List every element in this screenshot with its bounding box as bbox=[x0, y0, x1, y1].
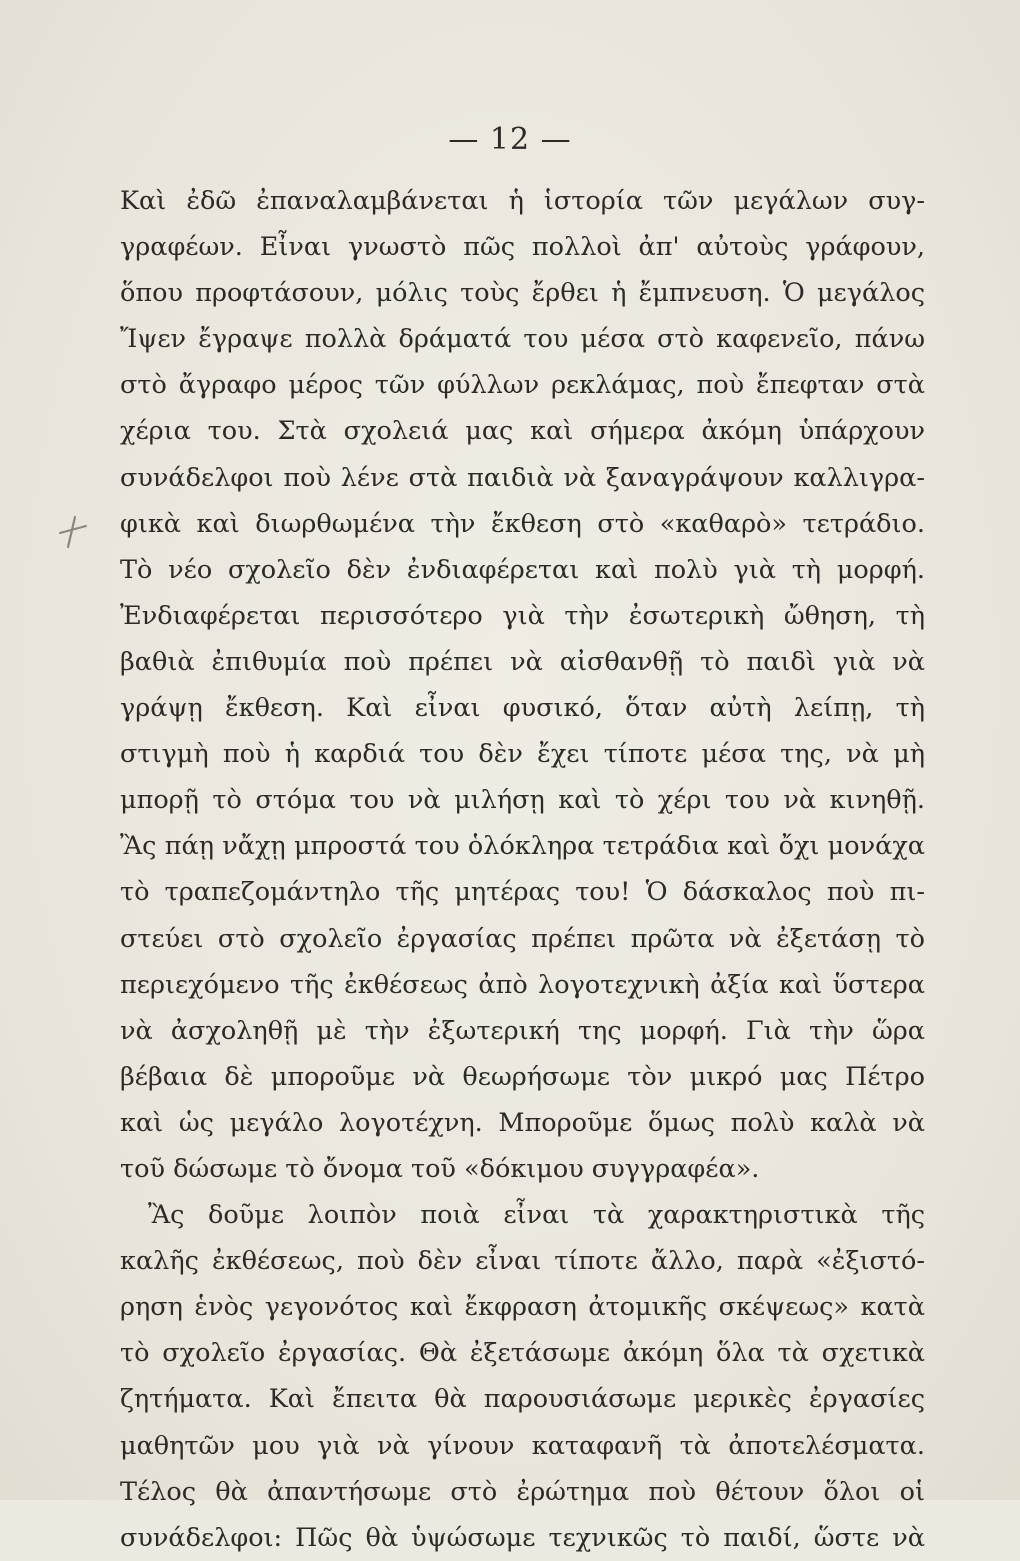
text-line: ὅπου προφτάσουν, μόλις τοὺς ἔρθει ἡ ἔμπνευση. Ὁ μεγάλος bbox=[120, 278, 925, 309]
text-line: τοῦ δώσωμε τὸ ὄνομα τοῦ «δόκιμου συγγραφέα». bbox=[120, 1153, 760, 1184]
text-line: Καὶ ἐδῶ ἐπαναλαμβάνεται ἡ ἱστορία τῶν μεγάλων συγ- bbox=[120, 186, 925, 216]
text-line: συνάδελφοι ποὺ λένε στὰ παιδιὰ νὰ ξαναγράψουν καλλιγρα- bbox=[120, 462, 925, 493]
text-line: στιγμὴ ποὺ ἡ καρδιά του δὲν ἔχει τίποτε μέσα της, νὰ μὴ bbox=[120, 739, 925, 770]
page-number: — 12 — bbox=[448, 122, 572, 157]
text-line: ρηση ἑνὸς γεγονότος καὶ ἔκφραση ἀτομικῆς σκέψεως» κατὰ bbox=[120, 1292, 925, 1323]
text-line: τὸ σχολεῖο ἐργασίας. Θὰ ἐξετάσωμε ἀκόμη ὅλα τὰ σχετικὰ bbox=[120, 1338, 925, 1369]
text-line: βαθιὰ ἐπιθυμία ποὺ πρέπει νὰ αἰσθανθῇ τὸ παιδὶ γιὰ νὰ bbox=[120, 646, 925, 677]
text-line: καὶ ὡς μεγάλο λογοτέχνη. Μποροῦμε ὅμως πολὺ καλὰ νὰ bbox=[120, 1107, 925, 1138]
text-line: γράψῃ ἔκθεση. Καὶ εἶναι φυσικό, ὅταν αὐτὴ λείπῃ, τὴ bbox=[120, 693, 925, 724]
text-line: Ἂς δοῦμε λοιπὸν ποιὰ εἶναι τὰ χαρακτηριστικὰ τῆς bbox=[148, 1200, 925, 1231]
text-line: Τὸ νέο σχολεῖο δὲν ἐνδιαφέρεται καὶ πολὺ γιὰ τὴ μορφή. bbox=[120, 554, 925, 585]
text-line: Ἴψεν ἔγραψε πολλὰ δράματά του μέσα στὸ καφενεῖο, πάνω bbox=[120, 324, 925, 355]
pencil-cross-mark bbox=[55, 513, 91, 549]
text-line: Ἂς πάῃ νἄχῃ μπροστά του ὁλόκληρα τετράδια καὶ ὄχι μονάχα bbox=[120, 831, 925, 862]
text-line: τὸ τραπεζομάντηλο τῆς μητέρας του! Ὁ δάσκαλος ποὺ πι- bbox=[120, 877, 925, 908]
text-line: γραφέων. Εἶναι γνωστὸ πῶς πολλοὶ ἀπ' αὐτοὺς γράφουν, bbox=[120, 232, 925, 263]
text-line: Τέλος θὰ ἀπαντήσωμε στὸ ἐρώτημα ποὺ θέτουν ὅλοι οἱ bbox=[120, 1476, 925, 1507]
text-line: χέρια του. Στὰ σχολειά μας καὶ σήμερα ἀκόμη ὑπάρχουν bbox=[120, 416, 925, 447]
text-line: μαθητῶν μου γιὰ νὰ γίνουν καταφανῆ τὰ ἀποτελέσματα. bbox=[120, 1430, 925, 1461]
text-line: στὸ ἄγραφο μέρος τῶν φύλλων ρεκλάμας, ποὺ ἔπεφταν στὰ bbox=[120, 370, 925, 401]
text-line: νὰ ἀσχοληθῇ μὲ τὴν ἐξωτερική της μορφή. Γιὰ τὴν ὥρα bbox=[120, 1015, 925, 1046]
text-line: μπορῇ τὸ στόμα του νὰ μιλήσῃ καὶ τὸ χέρι του νὰ κινηθῇ. bbox=[120, 785, 925, 816]
text-line: φικὰ καὶ διωρθωμένα τὴν ἔκθεση στὸ «καθαρὸ» τετράδιο. bbox=[120, 508, 925, 539]
text-line: Ἐνδιαφέρεται περισσότερο γιὰ τὴν ἐσωτερικὴ ὤθηση, τὴ bbox=[120, 600, 925, 631]
text-line: καλῆς ἐκθέσεως, ποὺ δὲν εἶναι τίποτε ἄλλο, παρὰ «ἐξιστό- bbox=[120, 1246, 925, 1277]
text-line: στεύει στὸ σχολεῖο ἐργασίας πρέπει πρῶτα νὰ ἐξετάσῃ τὸ bbox=[120, 923, 925, 954]
text-line: συνάδελφοι: Πῶς θὰ ὑψώσωμε τεχνικῶς τὸ παιδί, ὥστε νὰ bbox=[120, 1522, 925, 1553]
text-line: ζητήματα. Καὶ ἔπειτα θὰ παρουσιάσωμε μερικὲς ἐργασίες bbox=[120, 1384, 925, 1415]
text-line: περιεχόμενο τῆς ἐκθέσεως ἀπὸ λογοτεχνικὴ ἀξία καὶ ὕστερα bbox=[120, 969, 925, 1000]
text-line: βέβαια δὲ μποροῦμε νὰ θεωρήσωμε τὸν μικρό μας Πέτρο bbox=[120, 1061, 925, 1092]
body-text bbox=[120, 178, 925, 1561]
